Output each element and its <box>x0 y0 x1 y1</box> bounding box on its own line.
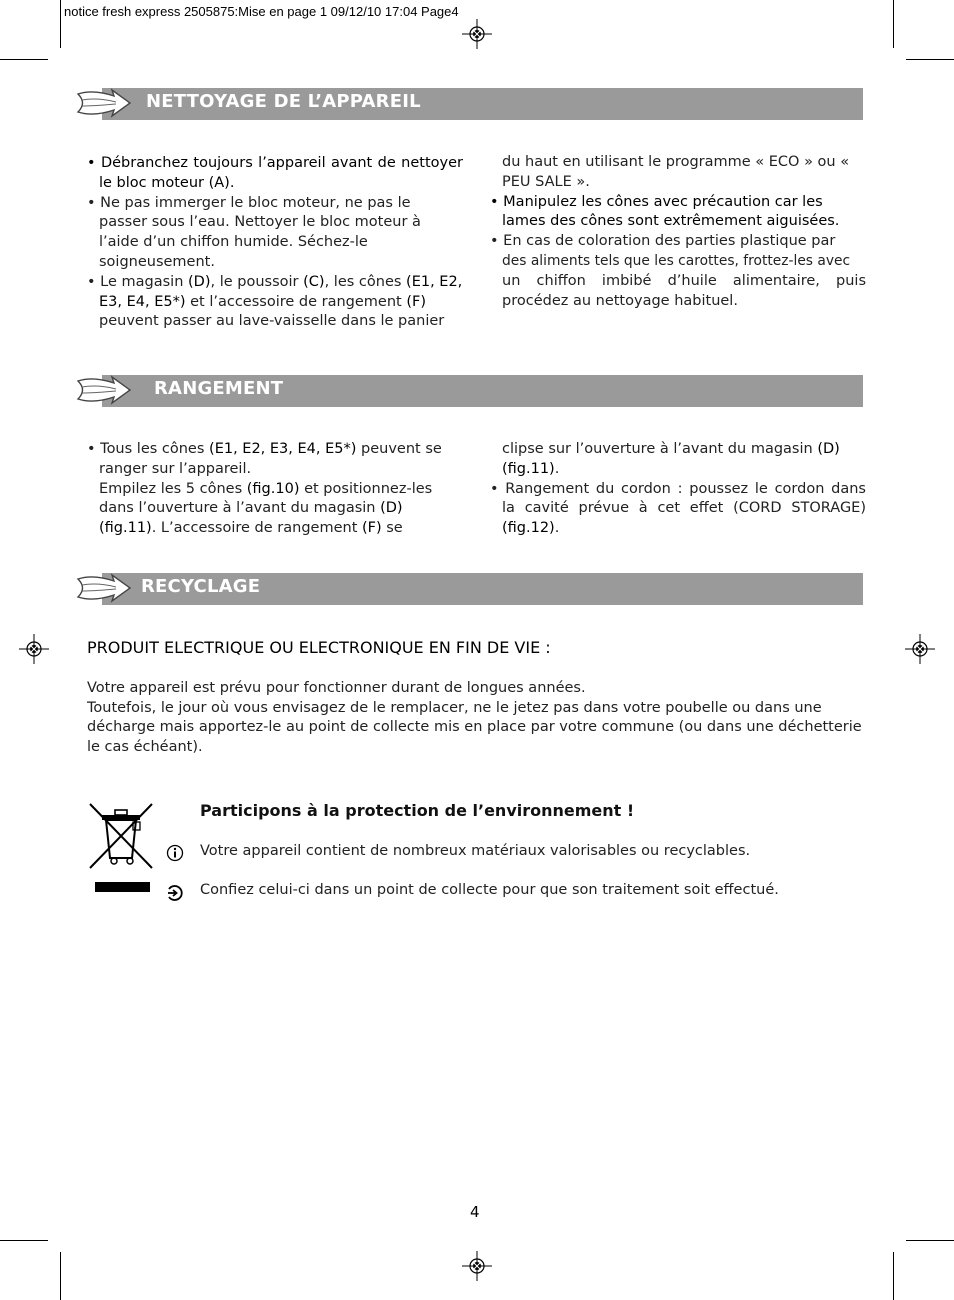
arrow-right-icon <box>76 86 132 120</box>
crop-mark <box>893 1252 894 1300</box>
crop-mark <box>60 1252 61 1300</box>
list-item-line: passer sous l’eau. Nettoyer le bloc moteur à <box>99 214 421 231</box>
info-icon <box>166 844 184 862</box>
crop-mark <box>0 1240 48 1241</box>
section-title: RECYCLAGE <box>141 576 261 597</box>
print-slug: notice fresh express 2505875:Mise en page 1 09/12/10 17:04 Page4 <box>64 4 459 19</box>
section-header-rangement <box>102 375 863 407</box>
paragraph-line: Votre appareil est prévu pour fonctionner durant de longues années. <box>87 680 586 696</box>
section-header-nettoyage <box>102 88 863 120</box>
registration-mark-icon <box>19 634 49 664</box>
list-item-line: soigneusement. <box>99 253 215 270</box>
recyclage-subtitle: PRODUIT ELECTRIQUE OU ELECTRONIQUE EN FIN DE VIE : <box>87 638 551 657</box>
list-item-continuation: clipse sur l’ouverture à l’avant du magasin (D) (fig.11). <box>502 441 840 477</box>
recyclage-paragraph <box>87 679 877 757</box>
list-item: • Rangement du cordon : poussez le cordon dans la cavité prévue à cet effet (CORD STORAGE) (fig.12). <box>490 480 866 537</box>
environment-line: Confiez celui-ci dans un point de collecte pour que son traitement soit effectué. <box>200 882 779 898</box>
nettoyage-right-column <box>490 153 866 311</box>
list-item: • Ne pas immerger le bloc moteur, ne pas le <box>87 194 411 211</box>
list-item-line: l’aide d’un chiffon humide. Séchez-le <box>99 234 368 251</box>
crop-mark <box>906 1240 954 1241</box>
crossed-out-bin-icon <box>86 800 156 895</box>
list-item: • Le magasin (D), le poussoir (C), les cônes (E1, E2, E3, E4, E5*) et l’accessoire de rangement (F) peuvent passer au lave-vaisselle dans le panier <box>87 273 463 330</box>
crop-mark <box>906 59 954 60</box>
list-item-line: des aliments tels que les carottes, frottez-les avec <box>502 252 851 269</box>
list-item: • Tous les cônes (E1, E2, E3, E4, E5*) peuvent se ranger sur l’appareil. <box>87 441 442 477</box>
crop-mark <box>893 0 894 48</box>
list-item-line: procédez au nettoyage habituel. <box>502 292 738 309</box>
section-header-recyclage <box>102 573 863 605</box>
registration-mark-icon <box>905 634 935 664</box>
registration-mark-icon <box>462 19 492 49</box>
arrow-right-icon <box>76 571 132 605</box>
list-item: • En cas de coloration des parties plastique par <box>490 233 836 250</box>
page-number: 4 <box>470 1203 480 1221</box>
list-item: • Débranchez toujours l’appareil avant de nettoyer le bloc moteur (A). <box>87 155 463 191</box>
list-item-line: un chiffon imbibé d’huile alimentaire, puis <box>502 272 866 289</box>
environment-title: Participons à la protection de l’environnement ! <box>200 801 635 820</box>
list-item-continuation: Empilez les 5 cônes (fig.10) et positionnez-les dans l’ouverture à l’avant du magasin (D) (fig.11). L’accessoire de rangement (F) se <box>99 480 433 537</box>
crop-mark <box>0 59 48 60</box>
list-item-continuation: du haut en utilisant le programme « ECO » ou « PEU SALE ». <box>502 154 850 190</box>
nettoyage-left-column <box>87 154 463 332</box>
section-title: RANGEMENT <box>154 378 284 399</box>
list-item: • Manipulez les cônes avec précaution car les lames des cônes sont extrêmement aiguisées. <box>490 193 840 230</box>
rangement-left-column <box>87 440 457 539</box>
registration-mark-icon <box>462 1251 492 1281</box>
arrow-circle-icon <box>166 884 184 902</box>
crop-mark <box>60 0 61 48</box>
arrow-right-icon <box>76 373 132 407</box>
section-title: NETTOYAGE DE L’APPAREIL <box>146 91 421 112</box>
rangement-right-column <box>490 440 866 539</box>
paragraph-line: Toutefois, le jour où vous envisagez de le remplacer, ne le jetez pas dans votre poubelle ou dans une décharge mais apportez-le au point de collecte mis en place par votre commune (ou dans une déchetterie le cas échéant). <box>87 699 862 755</box>
environment-line: Votre appareil contient de nombreux matériaux valorisables ou recyclables. <box>200 843 751 859</box>
